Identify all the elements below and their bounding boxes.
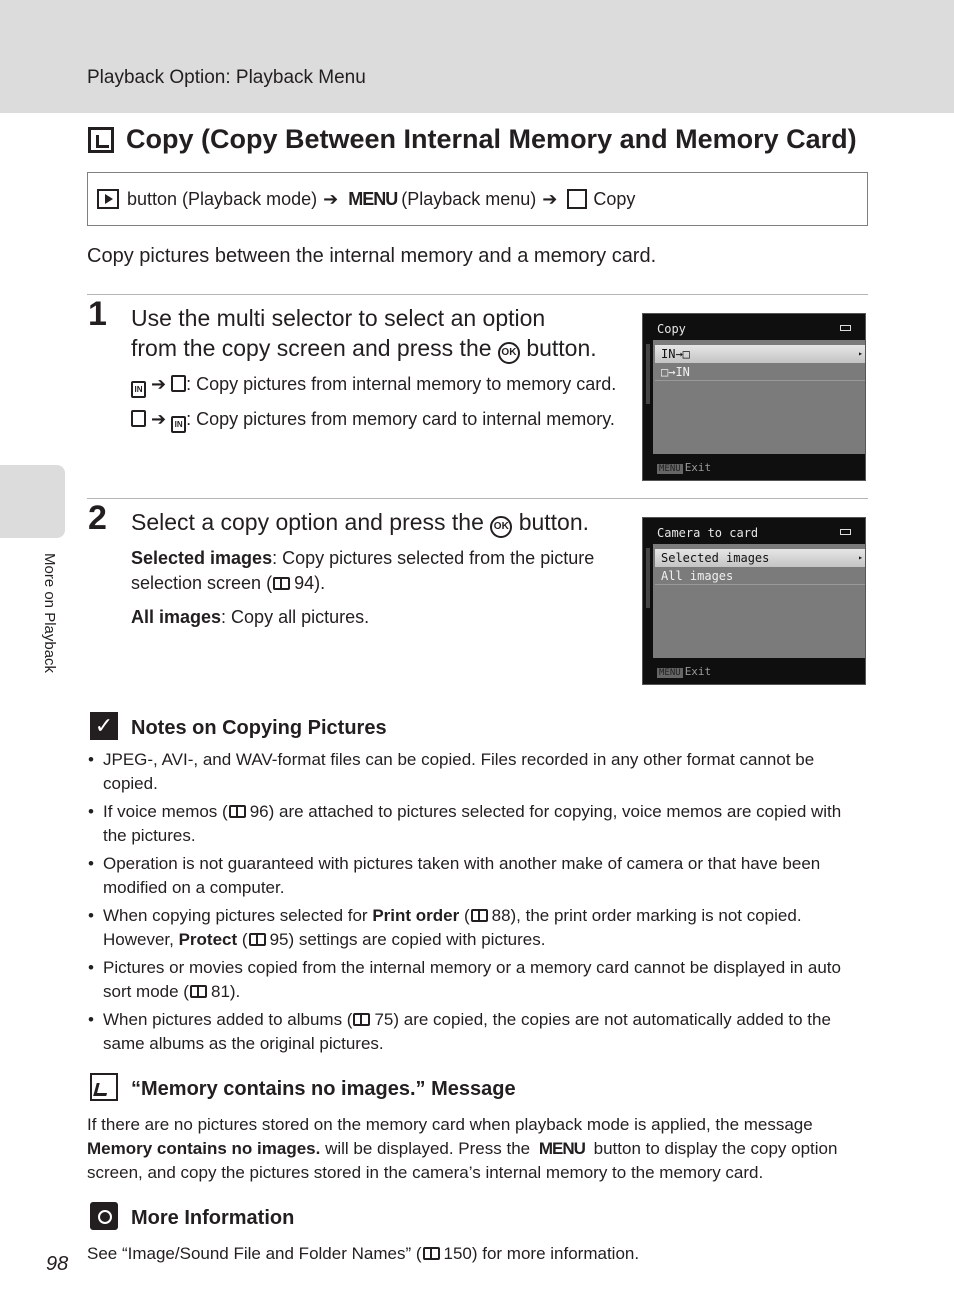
arrow-right-icon: ➔ <box>323 188 339 209</box>
option-desc-text: : Copy pictures from internal memory to memory card. <box>186 374 617 394</box>
camera-screen <box>642 313 866 481</box>
note-text: If voice memos ( <box>103 802 228 821</box>
camera-screen-footer <box>657 665 711 678</box>
page-ref: 94). <box>294 573 326 593</box>
step-body <box>131 546 626 639</box>
note-text: 95) settings are copied with pictures. <box>269 930 546 949</box>
intro-text: Copy pictures between the internal memory and a memory card. <box>87 245 657 267</box>
more-info-text <box>87 1242 868 1266</box>
step-heading-pre: from the copy screen and press the <box>131 335 492 361</box>
menu-button-word: MENU <box>538 1139 585 1158</box>
info-icon <box>90 1202 118 1230</box>
book-icon <box>190 985 207 998</box>
step-heading-pre: Select a copy option and press the <box>131 509 484 535</box>
note-text: 96) are attached to pictures selected for copying, voice memos are copied with the pictures. <box>103 802 842 845</box>
note-text: 88), the print order marking is not copied. However, <box>103 906 802 949</box>
ok-button-icon: OK <box>490 516 512 538</box>
internal-memory-icon: IN <box>131 381 146 398</box>
footer-label: Exit <box>684 665 712 678</box>
note-text: JPEG-, AVI-, and WAV-format files can be copied. Files recorded in any other format cannot be copied. <box>103 750 815 793</box>
list-item <box>103 852 868 900</box>
memo-icon <box>90 1073 118 1101</box>
more-info-heading: More Information <box>131 1207 295 1229</box>
ok-button-icon: OK <box>498 342 520 364</box>
memo-text-part: will be displayed. Press the <box>320 1139 535 1158</box>
memo-text <box>87 1113 868 1185</box>
list-item <box>103 748 868 796</box>
copy-icon <box>88 127 114 153</box>
book-icon <box>249 933 266 946</box>
camera-screen-footer <box>657 461 711 474</box>
battery-icon <box>840 529 851 535</box>
book-icon <box>229 805 246 818</box>
step-heading <box>131 507 589 538</box>
note-text: When copying pictures selected for <box>103 906 373 925</box>
step-heading-line1: Use the multi selector to select an option <box>131 305 546 331</box>
memo-text-part: button to display the copy option screen, and copy the pictures stored in the camera’s internal memory to the memory card. <box>87 1139 838 1182</box>
page-number: 98 <box>46 1253 69 1275</box>
note-text: 81). <box>210 982 241 1001</box>
header-band <box>0 0 954 113</box>
note-term: Print order <box>372 906 460 925</box>
step-heading-line2 <box>131 333 597 364</box>
memo-message: Memory contains no images. <box>87 1139 321 1158</box>
screen-option: □→IN <box>655 363 865 381</box>
menu-key: MENU <box>659 464 681 474</box>
notes-heading: Notes on Copying Pictures <box>131 717 387 739</box>
camera-screen <box>642 517 866 685</box>
note-text: Operation is not guaranteed with pictures taken with another make of camera or that have been modified on a computer. <box>103 854 821 897</box>
list-item <box>103 956 868 1004</box>
copy-icon <box>567 189 587 209</box>
arrow-right-icon: ➔ <box>542 188 558 209</box>
book-icon <box>353 1013 370 1026</box>
scroll-indicator <box>646 548 650 608</box>
book-icon <box>423 1247 440 1260</box>
list-item <box>103 904 868 952</box>
step-body <box>131 372 626 442</box>
screen-option: IN→□ ▸ <box>655 345 865 363</box>
option-term: All images <box>131 607 222 627</box>
note-text: ( <box>459 906 470 925</box>
step-heading-post: button. <box>518 509 590 535</box>
note-text: Pictures or movies copied from the internal memory or a memory card cannot be displayed in auto sort mode ( <box>103 958 841 1001</box>
book-icon <box>273 577 290 590</box>
option-desc-text: : Copy all pictures. <box>221 607 370 627</box>
divider <box>87 498 868 499</box>
memory-card-icon <box>131 410 146 427</box>
section-header: Playback Option: Playback Menu <box>87 67 366 88</box>
memo-text-part: If there are no pictures stored on the memory card when playback mode is applied, the message <box>87 1115 813 1134</box>
side-tab-label-wrap <box>36 553 60 703</box>
step-number: 2 <box>88 499 107 537</box>
camera-screen-title: Copy <box>657 322 686 336</box>
scroll-indicator <box>646 344 650 404</box>
step-number: 1 <box>88 295 107 333</box>
footer-label: Exit <box>684 461 712 474</box>
battery-icon <box>840 325 851 331</box>
option-desc <box>131 372 626 398</box>
menu-path-part2: (Playback menu) <box>401 188 537 209</box>
arrow-right-icon: ➔ <box>151 374 167 394</box>
screen-option: All images <box>655 567 865 585</box>
more-info-part: See “Image/Sound File and Folder Names” ( <box>87 1244 422 1263</box>
menu-button-word: MENU <box>348 188 398 209</box>
option-desc <box>131 605 626 630</box>
internal-memory-icon: IN <box>171 416 186 433</box>
page-title-text: Copy (Copy Between Internal Memory and Memory Card) <box>126 124 857 154</box>
option-desc-text: : Copy pictures from memory card to internal memory. <box>186 409 615 429</box>
option-desc-text: : Copy pictures selected from the picture selection screen ( <box>131 548 595 593</box>
menu-path-part3: Copy <box>593 188 636 209</box>
screen-option: Selected images ▸ <box>655 549 865 567</box>
memory-card-icon <box>171 375 186 392</box>
arrow-right-icon: ➔ <box>151 409 167 429</box>
side-tab-label: More on Playback <box>41 553 58 674</box>
page-title <box>88 124 857 155</box>
note-text: ( <box>237 930 248 949</box>
note-text: 75) are copied, the copies are not automatically added to the same albums as the original pictures. <box>103 1010 831 1053</box>
step-heading <box>131 303 597 364</box>
check-icon: ✓ <box>90 712 118 740</box>
more-info-part: 150) for more information. <box>443 1244 640 1263</box>
notes-list <box>103 748 868 1060</box>
menu-path-box <box>87 172 868 226</box>
list-item <box>103 1008 868 1056</box>
list-item <box>103 800 868 848</box>
option-desc <box>131 546 626 596</box>
step-heading-post: button. <box>526 335 597 361</box>
playback-button-icon <box>97 189 119 209</box>
side-tab <box>0 465 65 538</box>
camera-screen-title: Camera to card <box>657 526 759 540</box>
option-term: Selected images <box>131 548 273 568</box>
option-desc <box>131 407 626 433</box>
memo-heading: “Memory contains no images.” Message <box>131 1078 516 1100</box>
menu-path-part1: button (Playback mode) <box>127 188 318 209</box>
note-term: Protect <box>178 930 238 949</box>
book-icon <box>471 909 488 922</box>
menu-key: MENU <box>659 668 681 678</box>
note-text: When pictures added to albums ( <box>103 1010 353 1029</box>
divider <box>87 294 868 295</box>
